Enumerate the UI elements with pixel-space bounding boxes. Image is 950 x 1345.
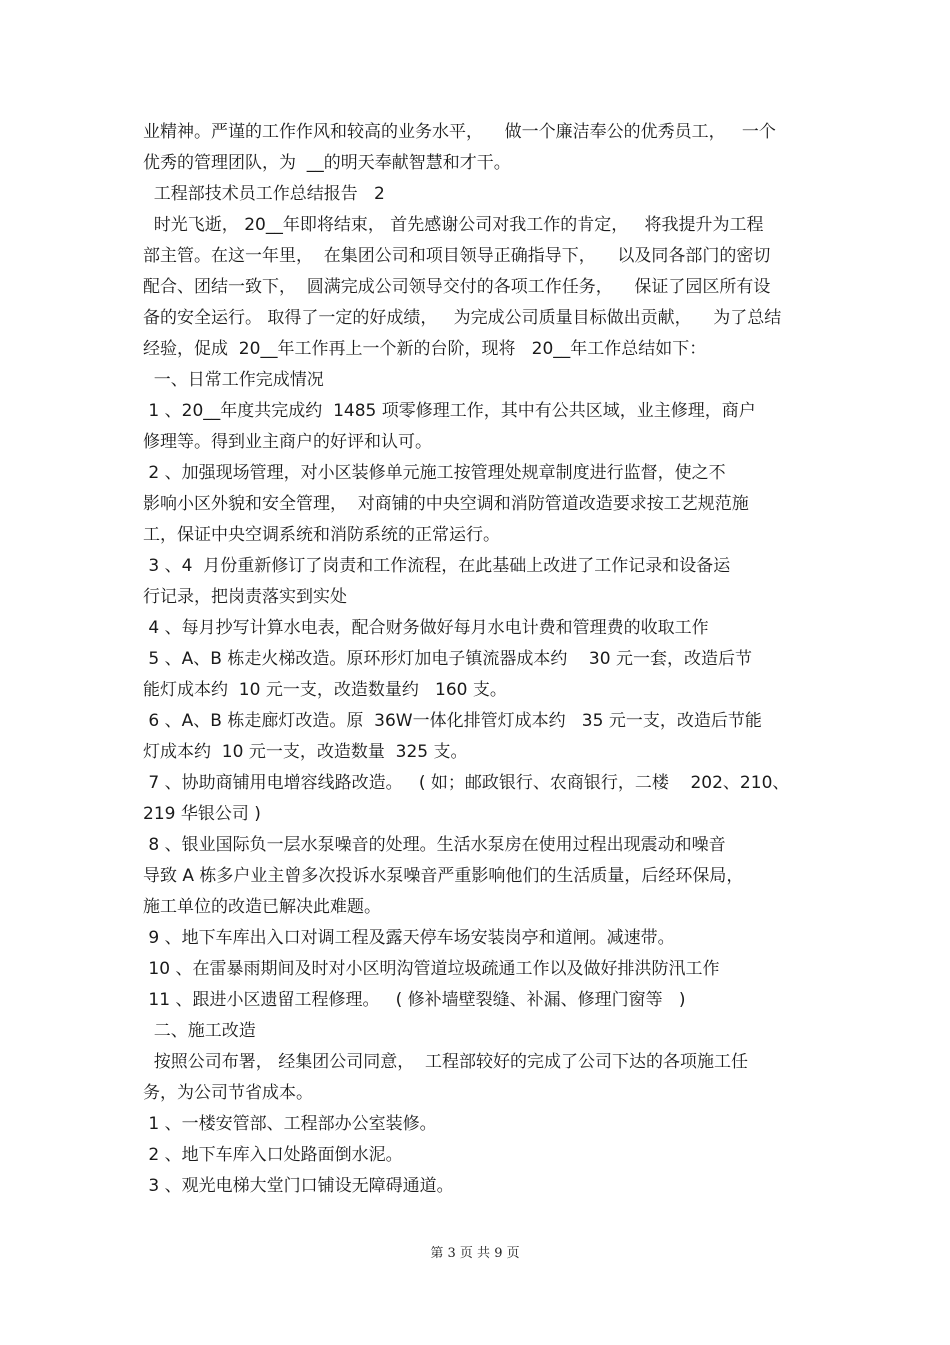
- section-heading: 二、施工改造: [143, 1021, 256, 1041]
- list-item: 3 、观光电梯大堂门口铺设无障碍通道。: [143, 1176, 454, 1196]
- section-heading: 一、日常工作完成情况: [143, 370, 324, 390]
- text-line: 经验，促成 20__年工作再上一个新的台阶，现将 20__年工作总结如下：: [143, 339, 707, 359]
- list-item: 10 、在雷暴雨期间及时对小区明沟管道垃圾疏通工作以及做好排洪防汛工作: [143, 959, 720, 979]
- list-item: 5 、A、B 栋走火梯改造。原环形灯加电子镇流器成本约 30 元一套，改造后节: [143, 649, 752, 669]
- text-line: 时光飞逝， 20__年即将结束， 首先感谢公司对我工作的肯定， 将我提升为工程: [143, 215, 764, 235]
- list-item: 11 、跟进小区遗留工程修理。 ( 修补墙壁裂缝、补漏、修理门窗等 ): [143, 990, 686, 1010]
- text-line: 配合、团结一致下， 圆满完成公司领导交付的各项工作任务， 保证了园区所有设: [143, 277, 771, 297]
- text-line: 219 华银公司 ): [143, 804, 261, 824]
- text-line: 工，保证中央空调系统和消防系统的正常运行。: [143, 525, 500, 545]
- list-item: 6 、A、B 栋走廊灯改造。原 36W一体化排管灯成本约 35 元一支，改造后节能: [143, 711, 762, 731]
- list-item: 4 、每月抄写计算水电表，配合财务做好每月水电计费和管理费的收取工作: [143, 618, 709, 638]
- text-line: 能灯成本约 10 元一支，改造数量约 160 支。: [143, 680, 507, 700]
- text-line: 备的安全运行。 取得了一定的好成绩， 为完成公司质量目标做出贡献， 为了总结: [143, 308, 782, 328]
- text-line: 按照公司布署， 经集团公司同意， 工程部较好的完成了公司下达的各项施工任: [143, 1052, 749, 1072]
- list-item: 1 、20__年度共完成约 1485 项零修理工作，其中有公共区域，业主修理，商户: [143, 401, 756, 421]
- text-line: 行记录，把岗责落实到实处: [143, 587, 347, 607]
- text-line: 导致 A 栋多户业主曾多次投诉水泵噪音严重影响他们的生活质量，后经环保局，: [143, 866, 744, 886]
- list-item: 8 、银业国际负一层水泵噪音的处理。生活水泵房在使用过程出现震动和噪音: [143, 835, 726, 855]
- list-item: 7 、协助商铺用电增容线路改造。 ( 如；邮政银行、农商银行，二楼 202、210、: [143, 773, 790, 793]
- list-item: 1 、一楼安管部、工程部办公室装修。: [143, 1114, 437, 1134]
- list-item: 2 、地下车库入口处路面倒水泥。: [143, 1145, 403, 1165]
- text-line: 优秀的管理团队，为 __的明天奉献智慧和才干。: [143, 153, 511, 173]
- text-line: 修理等。得到业主商户的好评和认可。: [143, 432, 432, 452]
- page-footer: 第 3 页 共 9 页: [430, 1246, 520, 1261]
- text-line: 施工单位的改造已解决此难题。: [143, 897, 381, 917]
- text-line: 影响小区外貌和安全管理， 对商铺的中央空调和消防管道改造要求按工艺规范施: [143, 494, 749, 514]
- text-line: 业精神。严谨的工作作风和较高的业务水平， 做一个廉洁奉公的优秀员工， 一个: [143, 122, 776, 142]
- list-item: 3 、4 月份重新修订了岗责和工作流程，在此基础上改进了工作记录和设备运: [143, 556, 731, 576]
- text-line: 务，为公司节省成本。: [143, 1083, 313, 1103]
- text-line: 工程部技术员工作总结报告 2: [143, 184, 385, 204]
- text-line: 部主管。在这一年里， 在集团公司和项目领导正确指导下， 以及同各部门的密切: [143, 246, 771, 266]
- text-line: 灯成本约 10 元一支，改造数量 325 支。: [143, 742, 468, 762]
- list-item: 2 、加强现场管理，对小区装修单元施工按管理处规章制度进行监督，使之不: [143, 463, 726, 483]
- list-item: 9 、地下车库出入口对调工程及露天停车场安装岗亭和道闸。减速带。: [143, 928, 675, 948]
